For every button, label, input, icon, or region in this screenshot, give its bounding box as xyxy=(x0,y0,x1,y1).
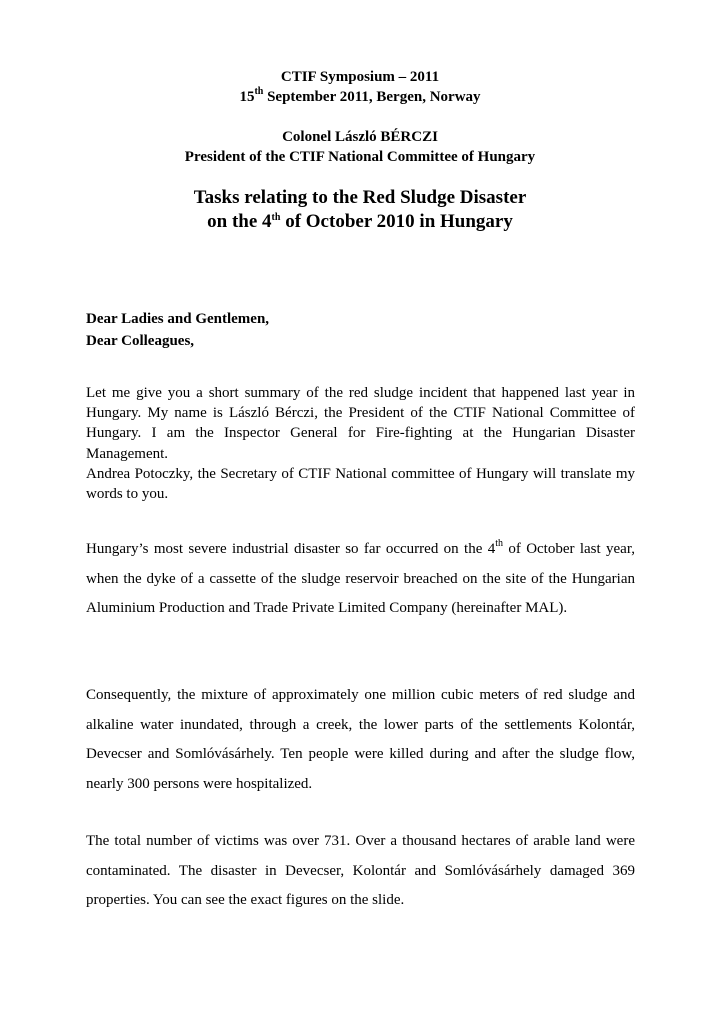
event-date: 15th September 2011, Bergen, Norway xyxy=(239,86,481,105)
title-line-1: Tasks relating to the Red Sludge Disaster xyxy=(193,187,527,208)
document-title xyxy=(0,186,720,234)
paragraph-1b: Andrea Potoczky, the Secretary of CTIF National committee of Hungary will translate my words to you. xyxy=(86,465,635,503)
paragraph-2: Hungary’s most severe industrial disaster so far occurred on the 4th of October last year, when the dyke of a cassette of the sludge reservoir breached on the site of the Hungarian Aluminium Production and Trade Private Limited Company (hereinafter MAL). xyxy=(86,538,635,616)
salutation-line-1: Dear Ladies and Gentlemen, xyxy=(86,311,270,327)
event-title: CTIF Symposium – 2011 xyxy=(280,69,440,85)
speaker-block xyxy=(0,127,720,167)
speaker-role: President of the CTIF National Committee of Hungary xyxy=(184,149,536,165)
paragraph-1a: Let me give you a short summary of the red sludge incident that happened last year in Hungary. My name is László Bérczi, the President of the CTIF National Committee of Hungary. I am the Inspector General for Fire-fighting at the Hungarian Disaster Management. xyxy=(86,385,635,462)
paragraph-victims xyxy=(86,827,635,916)
header xyxy=(0,67,720,107)
paragraph-4: The total number of victims was over 731. Over a thousand hectares of arable land were contaminated. The disaster in Devecser, Kolontár and Somlóvásárhely damaged 369 properties. You can see the exact figures on the slide. xyxy=(86,833,635,908)
title-line-2: on the 4th of October 2010 in Hungary xyxy=(207,211,513,232)
speaker-name: Colonel László BÉRCZI xyxy=(282,129,438,145)
paragraph-3: Consequently, the mixture of approximately one million cubic meters of red sludge and alkaline water inundated, through a creek, the lower parts of the settlements Kolontár, Devecser and Somlóvásárhely. Ten people were killed during and after the sludge flow, nearly 300 persons were hospitalized. xyxy=(86,687,635,792)
paragraph-consequences xyxy=(86,681,635,799)
salutation-line-2: Dear Colleagues, xyxy=(86,333,195,349)
paragraph-disaster xyxy=(86,535,635,624)
salutation xyxy=(86,308,636,352)
paragraph-introduction xyxy=(86,383,635,504)
